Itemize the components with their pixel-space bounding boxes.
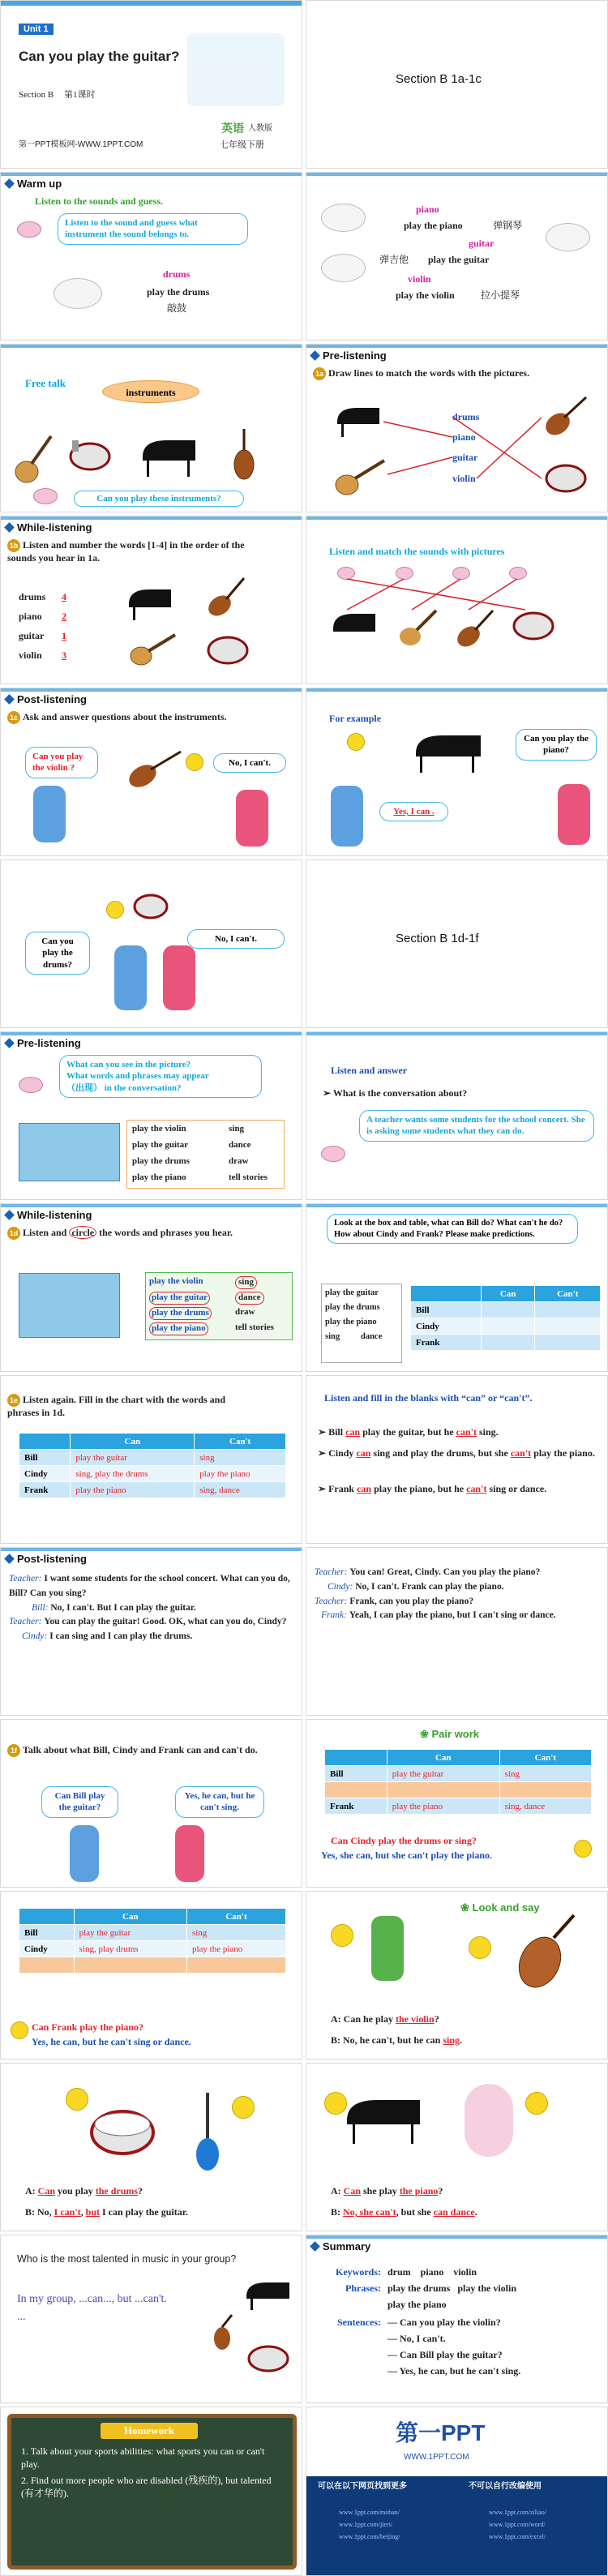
name-bill: Bill: [19, 1925, 75, 1941]
slide-27: [0, 2235, 302, 2403]
phrase-violin: play the violin: [149, 1276, 203, 1286]
heading: Listen and answer: [331, 1065, 408, 1076]
word-sing-circled: sing: [235, 1276, 257, 1289]
cell-can: play the guitar: [74, 1925, 186, 1941]
reveal-table: Can Can't Bill play the guitar sing Cindy sing, play drums play the piano: [19, 1908, 286, 1974]
section-title: Section B 1a-1c: [396, 72, 482, 86]
name-frank: Frank: [411, 1335, 482, 1351]
name-bill: Bill: [19, 1450, 71, 1466]
piano-icon: [335, 401, 383, 442]
boy-figure: [33, 786, 66, 842]
instruction-bubble: Listen to the sound and guess what instrument the sound belongs to.: [58, 213, 248, 245]
slide-30: [306, 2407, 608, 2576]
name-cindy: Cindy: [411, 1318, 482, 1335]
guitar-icon: [9, 430, 58, 486]
guitar-icon: [126, 630, 179, 671]
word-dance: dance: [229, 1140, 251, 1150]
heading: Free talk: [25, 377, 66, 389]
instruction: 1d Listen and circle the words and phrases you hear.: [7, 1227, 283, 1240]
subheading: Listen to the sounds and guess.: [35, 195, 164, 207]
name-cindy: Cindy: [19, 1466, 71, 1482]
cn-guitar: 弹吉他: [379, 254, 409, 265]
smile-face-icon: [347, 733, 365, 751]
cell-can: sing, play drums: [74, 1941, 186, 1957]
question-bubble: Can Bill play the guitar?: [41, 1786, 118, 1818]
grade-label: 七年级下册: [220, 140, 264, 150]
word-dance-circled: dance: [235, 1292, 264, 1305]
answer-bubble: Yes, I can .: [379, 802, 448, 821]
question: A: Can she play the piano?: [331, 2185, 443, 2197]
slide-12: [306, 859, 608, 1028]
boy-figure: [114, 945, 147, 1010]
drums-icon: [244, 2341, 293, 2377]
sentence-cindy: ➢ Cindy can sing and play the drums, but she can't play the piano.: [318, 1447, 595, 1459]
slide-17: [0, 1375, 302, 1544]
word-drums: drums: [452, 411, 480, 422]
heading: Summary: [311, 2240, 370, 2252]
girl-figure: [558, 784, 590, 845]
word-violin: violin: [19, 649, 42, 661]
homework-item: 2. Find out more people who are disabled (残疾的), but talented (有才华的).: [21, 2475, 272, 2499]
instruction: 1f Talk about what Bill, Cindy and Frank can and can't do.: [7, 1744, 267, 1757]
violin-icon: [509, 1912, 582, 1993]
bee-icon: [11, 2021, 28, 2039]
phrase-drums-circled: play the drums: [149, 1307, 212, 1320]
link[interactable]: www.1ppt.com/beijing/: [339, 2533, 400, 2540]
slide-9: [0, 688, 302, 856]
match-lines: [383, 409, 546, 499]
sentence: — Yes, he can, but he can't sing.: [387, 2365, 521, 2377]
name-bill: Bill: [325, 1766, 387, 1782]
phrase-violin: play the violin: [132, 1124, 186, 1134]
cell-can: play the guitar: [71, 1450, 195, 1466]
drums-icon: [131, 889, 171, 925]
slide-16: [306, 1203, 608, 1372]
keywords-label: Keywords:: [336, 2266, 381, 2278]
prediction-table: Can Can't Bill Cindy Frank: [410, 1285, 601, 1351]
cell-can: play the piano: [387, 1798, 499, 1815]
phrase-box: [321, 1284, 402, 1363]
slide-18: [306, 1375, 608, 1544]
phrase-piano: play the piano: [132, 1172, 186, 1182]
word-guitar: guitar: [452, 452, 478, 463]
cell-cant: sing, dance: [195, 1482, 286, 1498]
word-guitar: guitar: [469, 238, 495, 249]
cn-piano: 弹钢琴: [493, 220, 523, 231]
box-item: dance: [361, 1332, 383, 1341]
answer: B: No, I can't, but I can play the guitar.: [25, 2206, 188, 2218]
drums-icon: [203, 630, 252, 671]
watermark: 第一PPT模板网-WWW.1PPT.COM: [19, 140, 143, 149]
slide-1: [0, 0, 302, 169]
boy-figure: [70, 1825, 99, 1882]
link[interactable]: www.1ppt.com/jieri/: [339, 2521, 393, 2528]
brand-label: 英语: [221, 123, 244, 135]
answer: Yes, he can, but he can't sing or dance.: [32, 2036, 191, 2047]
word-tell-stories: tell stories: [235, 1322, 274, 1332]
slide-29: [0, 2407, 302, 2576]
slide-4: [306, 172, 608, 341]
match-lines: [339, 577, 533, 618]
cloud-icon: [321, 254, 366, 282]
slide-13: [0, 1031, 302, 1200]
smile-face-icon: [232, 2096, 255, 2119]
heading: While-listening: [6, 521, 92, 534]
cn-violin: 拉小提琴: [481, 289, 520, 301]
keywords: drum piano violin: [387, 2266, 477, 2278]
slide-10: [306, 688, 608, 856]
slide-2: [306, 0, 608, 169]
word-piano: piano: [452, 431, 476, 443]
heading: Pre-listening: [6, 1037, 81, 1049]
sentence: — Can you play the violin?: [387, 2317, 501, 2328]
phrases-line2: play the piano: [387, 2299, 447, 2310]
girl-figure: [175, 1825, 204, 1882]
phrases-line1: play the drums play the violin: [387, 2282, 517, 2294]
phrase-guitar: play the guitar: [428, 254, 490, 265]
piano-icon: [412, 729, 485, 778]
guitar-icon: [191, 2088, 224, 2177]
word-drums: drums: [19, 591, 46, 602]
homework-title: Homework: [101, 2423, 198, 2439]
dialogue: Teacher: I want some students for the school concert. What can you do, Bill? Can you sing? Bill: No, I can't. But I can play the guitar. Teacher: You can play the guitar! Good. OK, what can you do, Cindy? Cindy: I can sing and I can play the drums.: [9, 1574, 290, 1642]
number-guitar: 1: [62, 630, 66, 641]
answer-bubble: Yes, he can, but he can't sing.: [175, 1786, 264, 1818]
cloud-icon: [54, 278, 102, 309]
sentence-frank: ➢ Frank can play the piano, but he can't sing or dance.: [318, 1483, 547, 1494]
cow-mascot: [321, 1146, 345, 1162]
bee-icon: [574, 1840, 592, 1858]
instruction: 1c Ask and answer questions about the instruments.: [7, 711, 250, 724]
classroom-picture: [19, 1123, 120, 1181]
section-label: Section B: [19, 90, 54, 100]
cn-drums: 敲鼓: [167, 302, 187, 314]
sad-face-icon: [106, 901, 124, 919]
heading: For example: [329, 713, 382, 724]
slide-11: [0, 859, 302, 1028]
period-label: 第1课时: [64, 90, 96, 100]
cell-cant: sing: [499, 1766, 591, 1782]
question: Who is the most talented in music in your group?: [17, 2253, 237, 2265]
cell-cant: play the piano: [186, 1941, 285, 1957]
instruction: 1b Listen and number the words [1-4] in the order of the sounds you hear in 1a.: [7, 539, 245, 564]
slide-7: [0, 516, 302, 684]
word-violin: violin: [408, 273, 431, 285]
violin-icon: [122, 745, 187, 794]
cloud-icon: [546, 223, 590, 251]
answer: Yes, she can, but she can't play the piano.: [321, 1849, 493, 1861]
section-title: Section B 1d-1f: [396, 932, 479, 945]
slide-23: [0, 1891, 302, 2060]
sentence-bill: ➢ Bill can play the guitar, but he can't sing.: [318, 1426, 499, 1438]
piano-icon: [126, 581, 175, 626]
word-guitar: guitar: [19, 630, 45, 641]
question: A: Can he play the violin?: [331, 2013, 439, 2025]
logo-url: WWW.1PPT.COM: [404, 2453, 469, 2462]
word-piano: piano: [416, 204, 439, 215]
smile-face-icon: [331, 1924, 353, 1947]
question: A: Can you play the drums?: [25, 2185, 143, 2197]
heading: Listen and fill in the blanks with “can” or “can't”.: [324, 1392, 533, 1404]
phrases-label: Phrases:: [345, 2282, 381, 2294]
word-sing: sing: [229, 1124, 244, 1134]
drums-icon: [542, 458, 590, 499]
guitar-icon: [331, 454, 387, 499]
answer-bubble: A teacher wants some students for the school concert. She is asking some students what they can do.: [359, 1110, 594, 1142]
slide-5: [0, 344, 302, 512]
name-cindy: Cindy: [19, 1941, 75, 1957]
slide-26: [306, 2063, 608, 2231]
link[interactable]: www.1ppt.com/moban/: [339, 2509, 400, 2516]
girl-figure: [163, 945, 195, 1010]
cloud-icon: [321, 204, 366, 232]
dialogue: Teacher: You can! Great, Cindy. Can you play the piano? Cindy: No, I can't. Frank can play the piano. Teacher: Frank, can you play the piano? Frank: Yeah, I can play the piano, but I can't sing or dance.: [315, 1567, 556, 1621]
question: ➢ What is the conversation about?: [323, 1087, 468, 1099]
cow-mascot: [17, 221, 41, 238]
heading: Post-listening: [6, 1553, 87, 1565]
box-item: play the piano: [325, 1318, 377, 1327]
unit-label: Unit 1: [19, 24, 54, 35]
phrase-drums: play the drums: [132, 1156, 190, 1166]
sad-face-icon: [469, 1936, 491, 1959]
question-bubble: Can you play these instruments?: [74, 491, 244, 507]
question-bubble: Can you play the violin ?: [25, 747, 98, 778]
link[interactable]: www.1ppt.com/excel/: [489, 2533, 546, 2540]
question-bubble: Can you play the drums?: [25, 932, 90, 975]
answer: B: No, she can't, but she can dance.: [331, 2206, 477, 2218]
sentence: — No, I can't.: [387, 2333, 446, 2344]
name-frank: Frank: [325, 1798, 387, 1815]
drums-icon: [86, 2100, 159, 2165]
slide-6: [306, 344, 608, 512]
sad-face-icon: [66, 2088, 88, 2111]
number-violin: 3: [62, 649, 66, 661]
slide-14: [306, 1031, 608, 1200]
heading: While-listening: [6, 1209, 92, 1221]
violin-icon: [208, 2312, 240, 2353]
slide-25: [0, 2063, 302, 2231]
heading: Pre-listening: [311, 349, 387, 362]
violin-icon: [224, 426, 264, 486]
phrase-box: [145, 1272, 293, 1340]
heading: Post-listening: [6, 693, 87, 705]
slide-15: [0, 1203, 302, 1372]
sad-face-icon: [186, 753, 203, 771]
cover-illustration: [187, 33, 285, 106]
phrase-violin: play the violin: [396, 289, 455, 301]
heading: Listen and match the sounds with pictures: [329, 546, 505, 557]
classroom-picture: [19, 1273, 120, 1338]
question: Can Frank play the piano?: [32, 2021, 144, 2033]
link[interactable]: www.1ppt.com/word/: [489, 2521, 546, 2528]
publisher-label: 人教版: [248, 124, 272, 133]
sentences-label: Sentences:: [337, 2317, 381, 2328]
slide-20: [306, 1547, 608, 1716]
cow-mascot: [33, 488, 58, 504]
cow-mascot: [19, 1077, 43, 1093]
prediction-note: Look at the box and table, what can Bill do? What can't he do? How about Cindy and Frank? Please make predictions.: [327, 1214, 578, 1244]
sentence-pattern: In my group, ...can..., but ...can't.: [17, 2293, 167, 2305]
cell-cant: sing: [195, 1450, 286, 1466]
homework-item: 1. Talk about your sports abilities: what sports you can or can't play.: [21, 2445, 265, 2470]
cell-can: play the piano: [71, 1482, 195, 1498]
girl-figure: [236, 790, 268, 847]
cell-can: play the guitar: [387, 1766, 499, 1782]
cell-can: sing, play the drums: [71, 1466, 195, 1482]
column-title: 可以在以下网页找到更多: [318, 2482, 407, 2491]
answer-bubble: No, I can't.: [213, 753, 286, 773]
violin-icon: [203, 573, 248, 622]
boy-figure: [331, 786, 363, 847]
column-title: 不可以自行改编使用: [469, 2482, 542, 2491]
slide-8: [306, 516, 608, 684]
box-item: play the drums: [325, 1303, 380, 1312]
box-item: play the guitar: [325, 1288, 379, 1297]
slide-24: [306, 1891, 608, 2060]
answer: B: No, he can't, but he can sing.: [331, 2034, 463, 2046]
name-frank: Frank: [19, 1482, 71, 1498]
heading: Warm up: [6, 178, 62, 190]
word-drums: drums: [163, 268, 191, 280]
instruction: 1e Listen again. Fill in the chart with the words and phrases in 1d.: [7, 1394, 226, 1419]
violin-icon: [542, 393, 590, 442]
phrase-guitar-circled: play the guitar: [149, 1292, 210, 1305]
slide-21: [0, 1719, 302, 1888]
link[interactable]: www.1ppt.com/ziliao/: [489, 2509, 547, 2516]
word-violin: violin: [452, 473, 476, 484]
slide-19: [0, 1547, 302, 1716]
smile-face-icon: [525, 2092, 548, 2115]
number-drums: 4: [62, 591, 66, 602]
piano-icon: [343, 2092, 424, 2149]
cell-cant: sing: [186, 1925, 285, 1941]
box-item: sing: [325, 1332, 340, 1341]
question-bubble: Can you play the piano?: [516, 729, 597, 761]
result-table: Can Can't Bill play the guitar sing Cindy sing, play the drums play the piano Frank play the piano sing, dance: [19, 1433, 286, 1498]
number-piano: 2: [62, 611, 66, 622]
piano-icon: [139, 432, 203, 481]
word-draw: draw: [229, 1156, 249, 1166]
drums-icon: [66, 432, 114, 477]
ellipsis: ...: [17, 2311, 26, 2323]
instruments-oval: instruments: [102, 380, 199, 403]
slide-22: [306, 1719, 608, 1888]
instruction: 1a Draw lines to match the words with the pictures.: [313, 367, 601, 380]
word-tell-stories: tell stories: [229, 1172, 268, 1182]
slide-3: [0, 172, 302, 341]
question: Can Cindy play the drums or sing?: [331, 1835, 477, 1846]
logo: 第一PPT: [396, 2420, 486, 2445]
word-piano: piano: [19, 611, 42, 622]
cell-cant: play the piano: [195, 1466, 286, 1482]
phrase-piano-circled: play the piano: [149, 1322, 208, 1335]
chalkboard: [7, 2414, 297, 2570]
phrase-drums: play the drums: [147, 286, 210, 298]
slide-28: [306, 2235, 608, 2403]
sentence: — Can Bill play the guitar?: [387, 2349, 503, 2360]
lesson-title: Can you play the guitar?: [19, 49, 180, 64]
question-bubble: What can you see in the picture? What words and phrases may appear （出现） in the conversation?: [59, 1055, 262, 1098]
phrase-guitar: play the guitar: [132, 1140, 189, 1150]
phrase-box: [126, 1120, 285, 1189]
answer-bubble: No, I can't.: [187, 929, 285, 949]
cell-cant: sing, dance: [499, 1798, 591, 1815]
dancer-figure: [465, 2084, 513, 2157]
pairwork-table: Can Can't Bill play the guitar sing Frank play the piano sing, dance: [324, 1749, 592, 1815]
phrase-piano: play the piano: [404, 220, 463, 231]
piano-icon: [244, 2276, 293, 2312]
word-draw: draw: [235, 1307, 255, 1317]
boy-figure: [371, 1916, 404, 1981]
heading: ❀ Look and say: [460, 1901, 540, 1914]
name-bill: Bill: [411, 1302, 482, 1318]
heading: ❀ Pair work: [420, 1728, 480, 1740]
